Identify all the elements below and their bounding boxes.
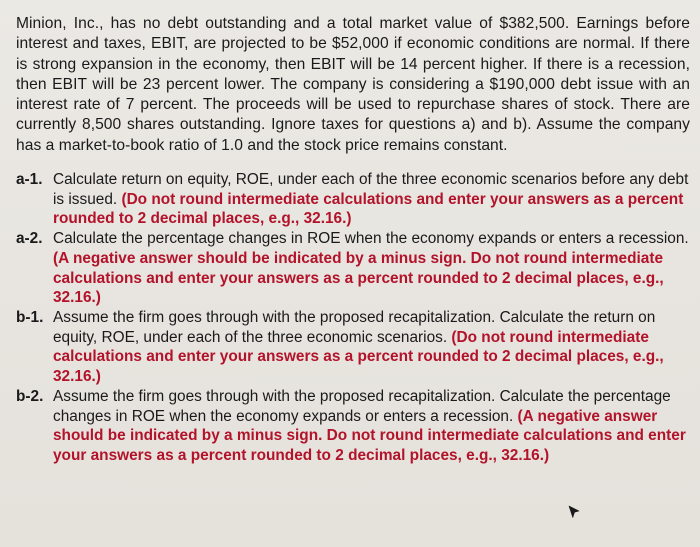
problem-statement: Minion, Inc., has no debt outstanding and a total market value of $382,500. Earnings before interest and taxes, EBIT, are projected to be $52,000 if economic conditions are normal. If there is strong expansion in the economy, then EBIT will be 14 percent higher. If there is a recession, then EBIT will be 23 percent lower. The company is considering a $190,000 debt issue with an interest rate of 7 percent. The proceeds will be used to repurchase shares of stock. There are currently 8,500 shares outstanding. Ignore taxes for questions a) and b). Assume the company has a market-to-book ratio of 1.0 and the stock price remains constant. [16, 15, 690, 154]
question-label: a-2. [16, 230, 43, 248]
mouse-pointer-icon [568, 505, 580, 519]
question-instructions: (A negative answer should be indicated by a minus sign. Do not round intermediate calculations and enter your answers as a percent rounded to 2 decimal places, e.g., 32.16.) [53, 249, 664, 307]
question-b2 [16, 387, 690, 466]
question-list [16, 170, 690, 466]
question-label: b-2. [16, 387, 44, 405]
question-text: Assume the firm goes through with the proposed recapitalization. Calculate the return on equity, ROE, under each of the three economic scenarios. [53, 309, 656, 346]
question-text: Assume the firm goes through with the proposed recapitalization. Calculate the percentage changes in ROE when the economy expands or enters a recession. [53, 387, 671, 425]
question-text: Calculate return on equity, ROE, under each of the three economic scenarios before any debt is issued. [53, 171, 689, 208]
question-instructions: (A negative answer should be indicated by a minus sign. Do not round intermediate calculations and enter your answers as a percent rounded to 2 decimal places, e.g., 32.16.) [53, 407, 686, 464]
question-instructions: (Do not round intermediate calculations and enter your answers as a percent rounded to 2 decimal places, e.g., 32.16.) [53, 190, 684, 228]
question-label: b-1. [16, 309, 44, 326]
question-label: a-1. [16, 171, 43, 189]
question-a2 [16, 229, 690, 308]
question-a1 [16, 170, 690, 229]
question-b1 [16, 308, 690, 387]
question-instructions: (Do not round intermediate calculations and enter your answers as a percent rounded to 2 decimal places, e.g., 32.16.) [53, 328, 664, 386]
question-text: Calculate the percentage changes in ROE when the economy expands or enters a recession. [53, 230, 689, 248]
